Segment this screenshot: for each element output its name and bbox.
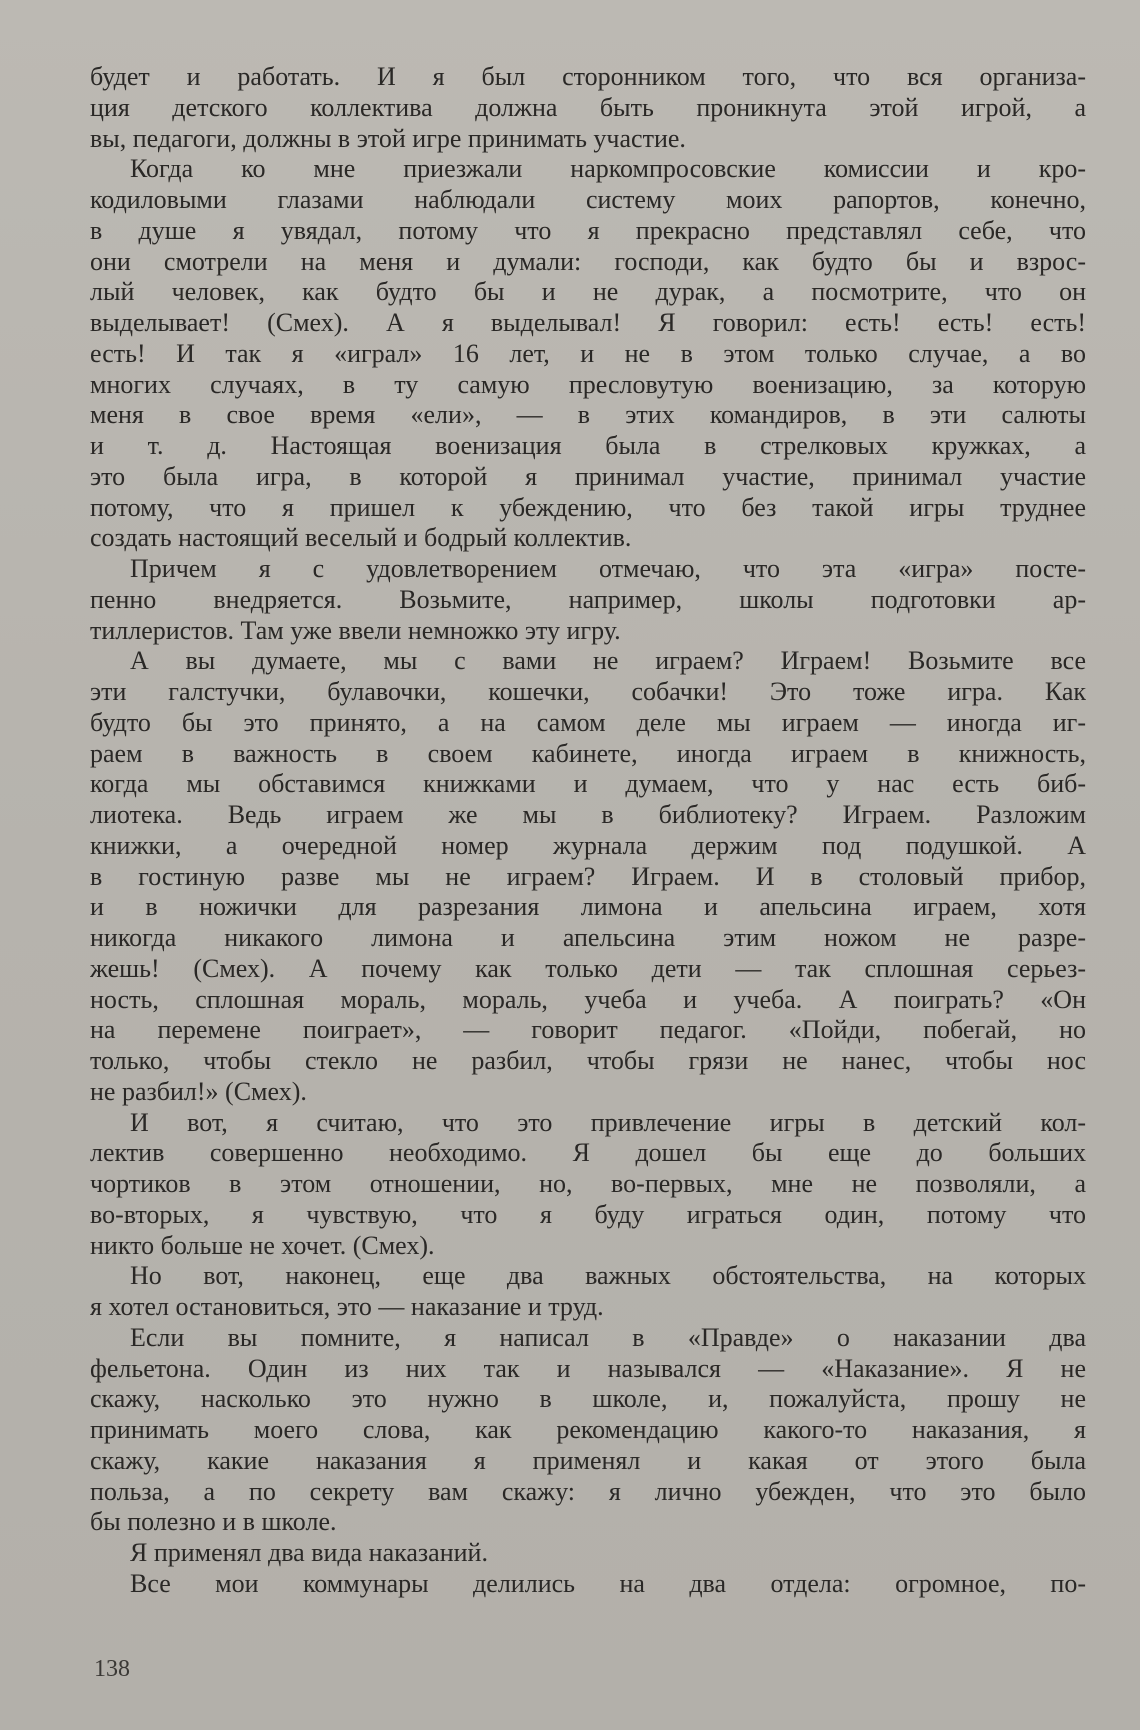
text-line: Когда ко мне приезжали наркомпросовские комиссии и кро- <box>130 154 1086 184</box>
text-line: А вы думаете, мы с вами не играем? Играем! Возьмите все <box>130 646 1086 676</box>
body-text <box>90 62 1086 1600</box>
text-line: на перемене поиграет», — говорит педагог. «Пойди, побегай, но <box>90 1015 1086 1045</box>
text-line: это была игра, в которой я принимал участие, принимал участие <box>90 461 1086 491</box>
text-line: ция детского коллектива должна быть проникнута этой игрой, а <box>90 92 1086 122</box>
text-line: создать настоящий веселый и бодрый коллектив. <box>90 523 632 553</box>
text-line: никто больше не хочет. (Смех). <box>90 1230 435 1260</box>
text-line: меня в свое время «ели», — в этих командиров, в эти салюты <box>90 400 1086 430</box>
text-line: только, чтобы стекло не разбил, чтобы грязи не нанес, чтобы нос <box>90 1046 1086 1075</box>
text-line: и в ножички для разрезания лимона и апельсина играем, хотя <box>90 892 1086 922</box>
text-line: бы полезно и в школе. <box>90 1507 337 1537</box>
text-line: многих случаях, в ту самую пресловутую военизацию, за которую <box>90 369 1086 399</box>
text-line: раем в важность в своем кабинете, иногда играем в книжность, <box>90 738 1086 768</box>
text-line: когда мы обставимся книжками и думаем, что у нас есть биб- <box>90 769 1086 799</box>
text-line: и т. д. Настоящая военизация была в стрелковых кружках, а <box>90 431 1086 460</box>
text-line: ность, сплошная мораль, мораль, учеба и учеба. А поиграть? «Он <box>90 984 1086 1014</box>
text-line: скажу, насколько это нужно в школе, и, пожалуйста, прошу не <box>90 1384 1086 1414</box>
text-line: в душе я увядал, потому что я прекрасно представлял себе, что <box>90 215 1086 245</box>
text-line: книжки, а очередной номер журнала держим под подушкой. А <box>90 830 1086 860</box>
text-line: Я применял два вида наказаний. <box>130 1538 488 1567</box>
text-line: никогда никакого лимона и апельсина этим ножом не разре- <box>90 923 1086 952</box>
text-line: принимать моего слова, как рекомендацию какого-то наказания, я <box>90 1415 1086 1444</box>
text-line: тиллеристов. Там уже ввели немножко эту игру. <box>90 615 621 645</box>
text-line: не разбил!» (Смех). <box>90 1076 307 1106</box>
text-line: фельетона. Один из них так и назывался — «Наказание». Я не <box>90 1353 1086 1383</box>
text-line: будет и работать. И я был сторонником того, что вся организа- <box>90 62 1086 91</box>
text-line: они смотрели на меня и думали: господи, как будто бы и взрос- <box>90 246 1086 276</box>
text-line: есть! И так я «играл» 16 лет, и не в этом только случае, а во <box>90 338 1086 368</box>
text-line: лый человек, как будто бы и не дурак, а посмотрите, что он <box>90 277 1086 307</box>
text-line: эти галстучки, булавочки, кошечки, собачки! Это тоже игра. Как <box>90 677 1086 706</box>
text-line: чортиков в этом отношении, но, во-первых, мне не позволяли, а <box>90 1169 1086 1198</box>
text-line: пенно внедряется. Возьмите, например, школы подготовки ар- <box>90 584 1086 614</box>
text-line: кодиловыми глазами наблюдали систему моих рапортов, конечно, <box>90 185 1086 214</box>
text-line: скажу, какие наказания я применял и какая от этого была <box>90 1445 1086 1475</box>
text-line: выделывает! (Смех). А я выделывал! Я говорил: есть! есть! есть! <box>90 308 1086 337</box>
text-line: в гостиную разве мы не играем? Играем. И в столовый прибор, <box>90 861 1086 891</box>
text-line: во-вторых, я чувствую, что я буду играться один, потому что <box>90 1199 1086 1229</box>
text-line: Если вы помните, я написал в «Правде» о наказании два <box>130 1322 1086 1352</box>
page-number: 138 <box>94 1656 130 1682</box>
text-line: жешь! (Смех). А почему как только дети — так сплошная серьез- <box>90 953 1086 983</box>
text-line: лиотека. Ведь играем же мы в библиотеку? Играем. Разложим <box>90 800 1086 829</box>
text-line: я хотел остановиться, это — наказание и труд. <box>90 1292 604 1321</box>
text-line: Но вот, наконец, еще два важных обстоятельства, на которых <box>130 1261 1086 1291</box>
text-line: вы, педагоги, должны в этой игре принимать участие. <box>90 123 686 153</box>
text-line: лектив совершенно необходимо. Я дошел бы еще до больших <box>90 1138 1086 1168</box>
text-line: И вот, я считаю, что это привлечение игры в детский кол- <box>130 1107 1086 1137</box>
text-line: Причем я с удовлетворением отмечаю, что эта «игра» посте- <box>130 554 1086 583</box>
text-line: потому, что я пришел к убеждению, что без такой игры труднее <box>90 492 1086 522</box>
text-line: будто бы это принято, а на самом деле мы играем — иногда иг- <box>90 707 1086 737</box>
text-line: польза, а по секрету вам скажу: я лично убежден, что это было <box>90 1476 1086 1506</box>
text-line: Все мои коммунары делились на два отдела: огромное, по- <box>130 1568 1086 1598</box>
